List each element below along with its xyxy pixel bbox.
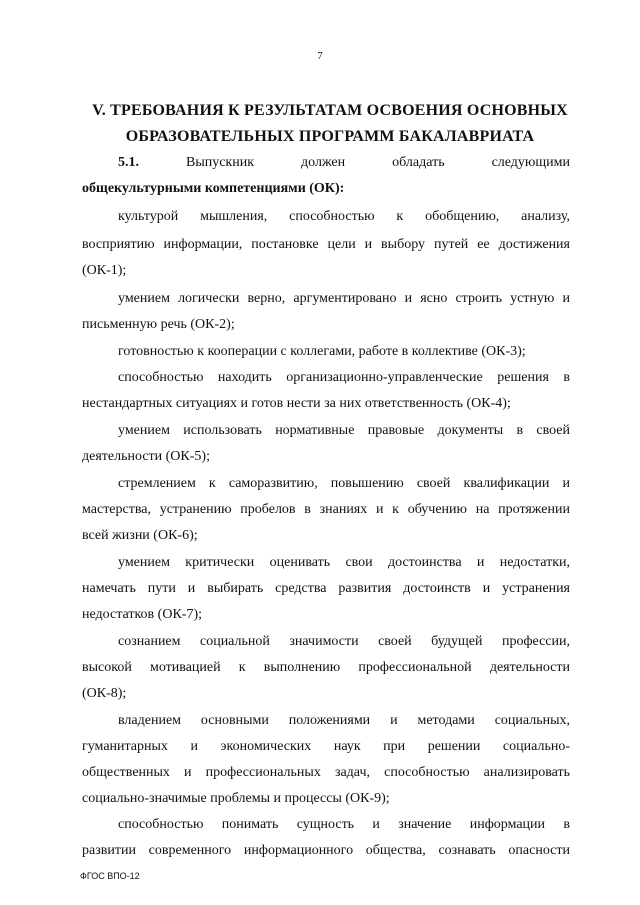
document-footer: ФГОС ВПО-12 [80,871,140,881]
text-line: письменную речь (ОК-2); [82,317,235,332]
text-line: умением критически оценивать свои достоинства и недостатки, [118,555,570,570]
text-line: способностью понимать сущность и значение информации в [118,817,570,832]
text-line: нестандартных ситуациях и готов нести за них ответственность (ОК-4); [82,396,511,411]
text-line: высокой мотивацией к выполнению профессиональной деятельности [82,660,570,675]
text-line: намечать пути и выбирать средства развития достоинств и устранения [82,581,570,596]
text-line: владением основными положениями и методами социальных, [118,713,570,728]
text-line: социально-значимые проблемы и процессы (ОК-9); [82,791,390,806]
text-line: гуманитарных и экономических наук при решении социально- [82,739,570,754]
text-line: стремлением к саморазвитию, повышению своей квалификации и [118,476,570,491]
text-line: общественных и профессиональных задач, способностью анализировать [82,765,570,780]
clause-word: обладать [392,155,445,170]
text-line: недостатков (ОК-7); [82,607,202,622]
text-line: деятельности (ОК-5); [82,449,210,464]
section-title-line-2: ОБРАЗОВАТЕЛЬНЫХ ПРОГРАММ БАКАЛАВРИАТА [125,128,535,145]
clause-number: 5.1. [118,155,139,170]
text-line: готовностью к кооперации с коллегами, работе в коллективе (ОК-3); [118,344,526,359]
text-line: (ОК-1); [82,263,127,278]
text-line: способностью находить организационно-управленческие решения в [118,370,570,385]
page-number: 7 [317,50,323,62]
text-line: (ОК-8); [82,686,127,701]
text-line: культурой мышления, способностью к обобщению, анализу, [118,209,570,224]
clause-intro-bold: общекультурными компетенциями (ОК): [82,181,345,196]
text-line: восприятию информации, постановке цели и выбору путей ее достижения [82,237,570,252]
text-line: сознанием социальной значимости своей будущей профессии, [118,634,570,649]
clause-word: следующими [491,155,570,170]
clause-word: должен [301,155,346,170]
text-line: развитии современного информационного общества, сознавать опасности [82,843,570,858]
text-line: мастерства, устранению пробелов в знаниях и к обучению на протяжении [82,502,570,517]
section-title-line-1: V. ТРЕБОВАНИЯ К РЕЗУЛЬТАТАМ ОСВОЕНИЯ ОСНОВНЫХ [92,102,568,119]
text-line: умением логически верно, аргументировано и ясно строить устную и [118,291,570,306]
text-line: умением использовать нормативные правовые документы в своей [118,423,570,438]
clause-word: Выпускник [185,155,255,170]
text-line: всей жизни (ОК-6); [82,528,198,543]
clause-intro [118,154,570,172]
